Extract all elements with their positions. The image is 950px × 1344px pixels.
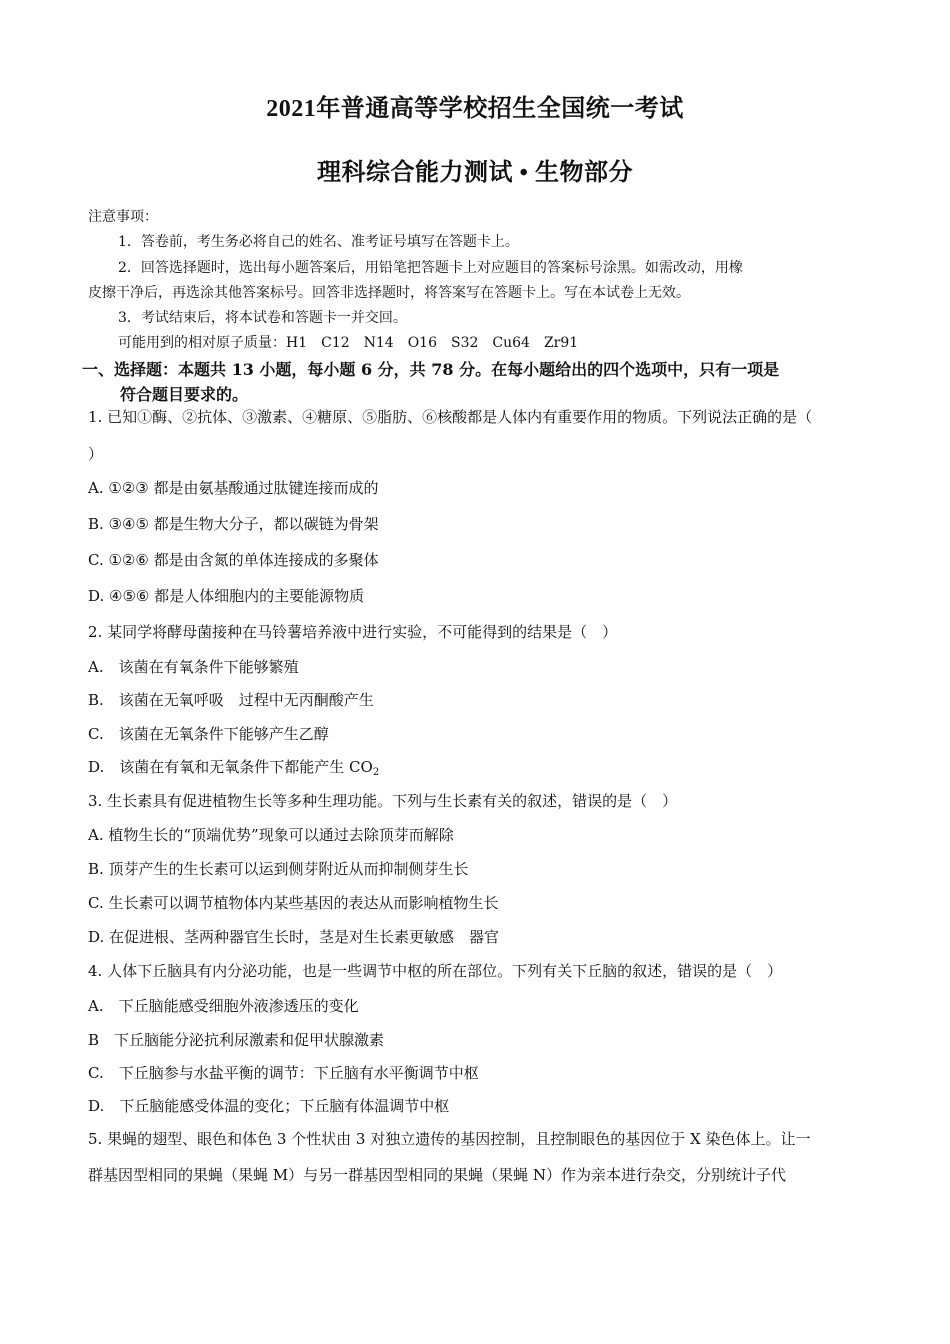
exam-subtitle: 理科综合能力测试 • 生物部分 <box>317 160 633 186</box>
option-d: D. 下丘脑能感受体温的变化；下丘脑有体温调节中枢 <box>88 1097 450 1115</box>
note-item: 3．考试结束后，将本试卷和答题卡一并交回。 <box>118 310 407 326</box>
subscript: 2 <box>372 767 380 778</box>
note-item: 1．答卷前，考生务必将自己的姓名、准考证号填写在答题卡上。 <box>118 234 519 250</box>
option-b: B 下丘脑能分泌抗利尿激素和促甲状腺激素 <box>88 1031 385 1049</box>
option-b: B. ③④⑤ 都是生物大分子，都以碳链为骨架 <box>88 515 379 533</box>
note-item: 2．回答选择题时，选出每小题答案后，用铅笔把答题卡上对应题目的答案标号涂黑。如需改动，用橡 <box>118 260 743 276</box>
question-stem: 5. 果蝇的翅型、眼色和体色 3 个性状由 3 对独立遗传的基因控制，且控制眼色的基因位于 X 染色体上。让一 <box>88 1130 811 1148</box>
option-a: A. 下丘脑能感受细胞外液渗透压的变化 <box>88 997 359 1015</box>
option-d: D. ④⑤⑥ 都是人体细胞内的主要能源物质 <box>88 587 365 605</box>
exam-title: 2021年普通高等学校招生全国统一考试 <box>266 96 684 122</box>
option-c: C. 生长素可以调节植物体内某些基因的表达从而影响植物生长 <box>88 894 499 912</box>
option-c: C. 下丘脑参与水盐平衡的调节：下丘脑有水平衡调节中枢 <box>88 1064 479 1082</box>
option-a: A. 该菌在有氧条件下能够繁殖 <box>88 658 299 676</box>
notes-heading: 注意事项： <box>88 209 158 225</box>
option-a: A. 植物生长的“顶端优势”现象可以通过去除顶芽而解除 <box>88 826 454 844</box>
section-heading-line: 符合题目要求的。 <box>120 385 249 404</box>
question-stem: 2. 某同学将酵母菌接种在马铃薯培养液中进行实验，不可能得到的结果是（ ） <box>88 623 618 641</box>
question-stem: 4. 人体下丘脑具有内分泌功能，也是一些调节中枢的所在部位。下列有关下丘脑的叙述，错误的是（ ） <box>88 962 783 980</box>
option-d: D. 在促进根、茎两种器官生长时，茎是对生长素更敏感 器官 <box>88 928 500 946</box>
option-a: A. ①②③ 都是由氨基酸通过肽键连接而成的 <box>88 479 379 497</box>
option-c: C. 该菌在无氧条件下能够产生乙醇 <box>88 725 329 743</box>
question-stem: ） <box>88 445 104 463</box>
question-stem: 群基因型相同的果蝇（果蝇 M）与另一群基因型相同的果蝇（果蝇 N）作为亲本进行杂交，分别统计子代 <box>88 1166 787 1184</box>
atomic-masses: 可能用到的相对原子质量：H1 C12 N14 O16 S32 Cu64 Zr91 <box>118 335 579 351</box>
question-stem: 1. 已知①酶、②抗体、③激素、④糖原、⑤脂肪、⑥核酸都是人体内有重要作用的物质。下列说法正确的是（ <box>88 408 813 426</box>
note-item: 皮擦干净后，再选涂其他答案标号。回答非选择题时，将答案写在答题卡上。写在本试卷上无效。 <box>88 285 690 301</box>
option-b: B. 该菌在无氧呼吸 过程中无丙酮酸产生 <box>88 691 374 709</box>
option-c: C. ①②⑥ 都是由含氮的单体连接成的多聚体 <box>88 551 379 569</box>
option-d-text: D. 该菌在有氧和无氧条件下都能产生 CO <box>88 758 373 776</box>
option-d <box>88 756 379 778</box>
option-b: B. 顶芽产生的生长素可以运到侧芽附近从而抑制侧芽生长 <box>88 860 469 878</box>
question-stem: 3. 生长素具有促进植物生长等多种生理功能。下列与生长素有关的叙述，错误的是（ ） <box>88 792 678 810</box>
section-heading-line: 一、选择题：本题共 13 小题，每小题 6 分，共 78 分。在每小题给出的四个选项中，只有一项是 <box>82 360 780 379</box>
